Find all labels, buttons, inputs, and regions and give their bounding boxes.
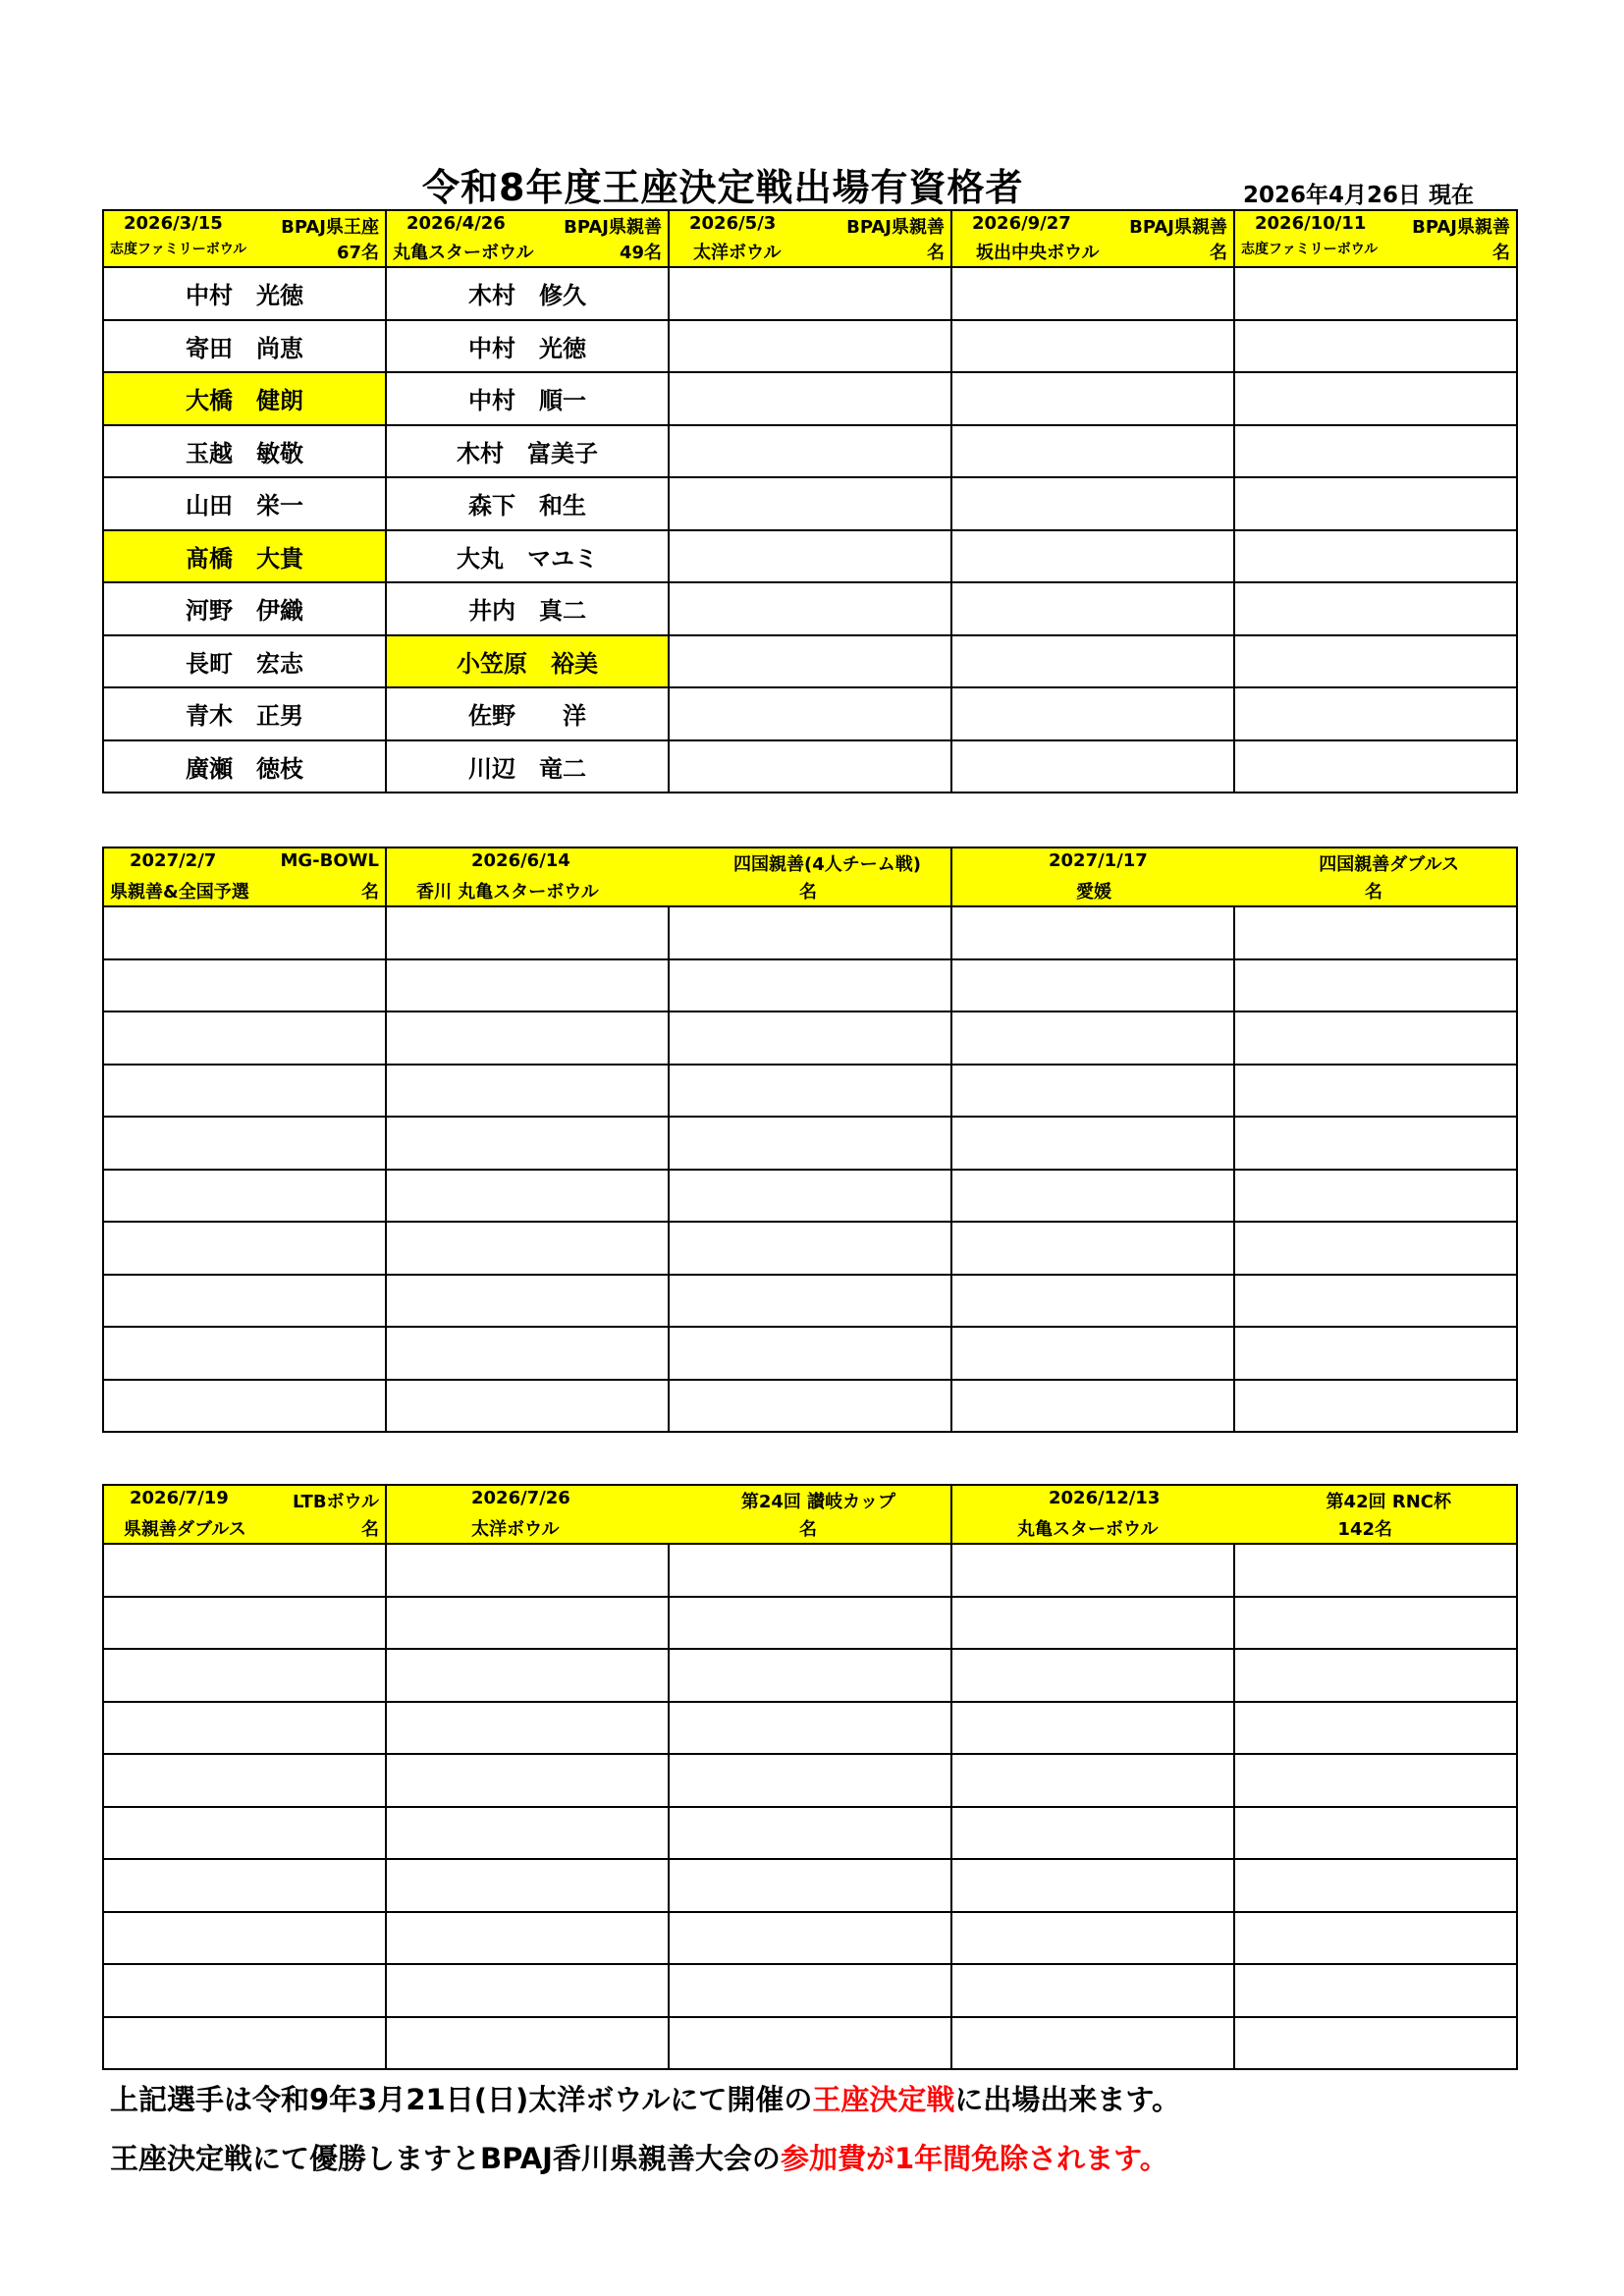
- player-cell: [1234, 372, 1517, 425]
- empty-cell: [386, 1275, 669, 1328]
- t3-h2-event: 第24回 讃岐カップ: [740, 1492, 895, 1512]
- empty-cell: [669, 1327, 951, 1380]
- table-row: [103, 1807, 1517, 1860]
- empty-cell: [951, 1065, 1234, 1118]
- table-row: [103, 530, 1517, 583]
- empty-cell: [951, 2017, 1234, 2070]
- empty-cell: [669, 1964, 951, 2017]
- player-cell: 玉越 敏敬: [103, 425, 386, 478]
- empty-cell: [669, 1807, 951, 1860]
- empty-cell: [103, 906, 386, 959]
- empty-cell: [103, 1544, 386, 1597]
- table-row: [103, 425, 1517, 478]
- empty-cell: [1234, 1170, 1517, 1223]
- empty-cell: [951, 1222, 1234, 1275]
- player-cell: [951, 582, 1234, 635]
- empty-cell: [103, 1597, 386, 1650]
- player-cell: [669, 320, 951, 373]
- empty-cell: [1234, 1807, 1517, 1860]
- t1-h-venue: 志度ファミリーボウル: [110, 242, 247, 257]
- player-cell: [669, 582, 951, 635]
- player-cell: [669, 687, 951, 740]
- empty-cell: [669, 1011, 951, 1065]
- player-cell: [951, 635, 1234, 688]
- empty-cell: [669, 2017, 951, 2070]
- empty-cell: [1234, 1649, 1517, 1702]
- empty-cell: [1234, 1964, 1517, 2017]
- empty-cell: [103, 1912, 386, 1965]
- t1-h-event: BPAJ県親善: [846, 217, 945, 238]
- empty-cell: [103, 1065, 386, 1118]
- footer-1a: 上記選手は令和9年3月21日(日)太洋ボウルにて開催の: [110, 2083, 813, 2116]
- table-row: [103, 320, 1517, 373]
- t3-h2-date: 2026/7/26: [471, 1488, 570, 1508]
- empty-cell: [103, 1964, 386, 2017]
- t1-h-count: 名: [927, 243, 945, 263]
- player-cell: 井内 真二: [386, 582, 669, 635]
- footer-1c: に出場出来ます。: [954, 2083, 1181, 2116]
- player-cell: 木村 富美子: [386, 425, 669, 478]
- table-row: [103, 1222, 1517, 1275]
- t3-h3-event: 第42回 RNC杯: [1326, 1492, 1451, 1512]
- empty-cell: [669, 906, 951, 959]
- empty-cell: [951, 1275, 1234, 1328]
- empty-cell: [951, 1170, 1234, 1223]
- empty-cell: [1234, 1702, 1517, 1755]
- empty-cell: [103, 1170, 386, 1223]
- table-row: [103, 687, 1517, 740]
- empty-cell: [386, 1964, 669, 2017]
- t1-h-venue: 志度ファミリーボウル: [1241, 242, 1379, 257]
- player-cell: [669, 372, 951, 425]
- empty-cell: [951, 1597, 1234, 1650]
- empty-cell: [951, 1649, 1234, 1702]
- footer-2b: 参加費が1年間免除されます。: [780, 2142, 1168, 2175]
- t3-h1-date: 2026/7/19: [130, 1488, 229, 1508]
- empty-cell: [386, 906, 669, 959]
- player-cell: [951, 687, 1234, 740]
- empty-cell: [386, 1754, 669, 1807]
- table-row: [103, 1275, 1517, 1328]
- empty-cell: [669, 1170, 951, 1223]
- player-cell: 佐野 洋: [386, 687, 669, 740]
- table-row: [103, 1065, 1517, 1118]
- table-row: [103, 372, 1517, 425]
- t1-h-venue: 太洋ボウル: [693, 243, 782, 263]
- empty-cell: [951, 1964, 1234, 2017]
- empty-cell: [951, 1380, 1234, 1433]
- empty-cell: [103, 1327, 386, 1380]
- player-cell: [669, 425, 951, 478]
- t3-header-2: [386, 1485, 951, 1544]
- t1-h-date: 2026/4/26: [406, 213, 506, 234]
- player-cell: [951, 530, 1234, 583]
- empty-cell: [1234, 1117, 1517, 1170]
- empty-cell: [386, 1065, 669, 1118]
- empty-cell: [1234, 1859, 1517, 1912]
- empty-cell: [1234, 1011, 1517, 1065]
- empty-cell: [951, 1912, 1234, 1965]
- empty-cell: [951, 1117, 1234, 1170]
- player-cell: [951, 372, 1234, 425]
- empty-cell: [951, 1702, 1234, 1755]
- empty-cell: [386, 1011, 669, 1065]
- t1-h-date: 2026/5/3: [689, 213, 777, 234]
- t3-header-3: [951, 1485, 1517, 1544]
- table-row: [103, 1327, 1517, 1380]
- t1-h-count: 名: [1210, 243, 1227, 263]
- player-cell: [1234, 635, 1517, 688]
- player-cell: 中村 順一: [386, 372, 669, 425]
- empty-cell: [386, 1117, 669, 1170]
- table-row: [103, 582, 1517, 635]
- t1-header-1: [103, 210, 386, 267]
- t3-header-1: [103, 1485, 386, 1544]
- table-row: [103, 1544, 1517, 1597]
- empty-cell: [103, 1859, 386, 1912]
- t3-h3-count: 142名: [1337, 1519, 1392, 1540]
- player-cell: [1234, 477, 1517, 530]
- player-cell: 川辺 竜二: [386, 740, 669, 793]
- t1-h-event: BPAJ県親善: [1129, 217, 1227, 238]
- empty-cell: [669, 1222, 951, 1275]
- player-cell: [1234, 687, 1517, 740]
- t3-h3-venue: 丸亀スターボウル: [1017, 1519, 1159, 1540]
- empty-cell: [386, 1380, 669, 1433]
- player-cell: [1234, 530, 1517, 583]
- empty-cell: [1234, 1544, 1517, 1597]
- page-title: 令和8年度王座決定戦出場有資格者: [422, 166, 1024, 209]
- t1-h-date: 2026/10/11: [1255, 213, 1367, 234]
- t2-header-2: [386, 847, 951, 906]
- t2-h3-date: 2027/1/17: [1049, 850, 1148, 871]
- t3-h2-count: 名: [799, 1519, 817, 1540]
- t1-header-4: [951, 210, 1234, 267]
- empty-cell: [951, 1754, 1234, 1807]
- empty-cell: [386, 1912, 669, 1965]
- player-cell: 髙橋 大貴: [103, 530, 386, 583]
- empty-cell: [669, 1380, 951, 1433]
- empty-cell: [669, 1912, 951, 1965]
- player-cell: [1234, 582, 1517, 635]
- empty-cell: [1234, 906, 1517, 959]
- table-row: [103, 2017, 1517, 2070]
- empty-cell: [386, 2017, 669, 2070]
- player-cell: [669, 477, 951, 530]
- empty-cell: [951, 1327, 1234, 1380]
- table-row: [103, 1117, 1517, 1170]
- empty-cell: [951, 1544, 1234, 1597]
- t1-h-venue: 丸亀スターボウル: [393, 243, 534, 263]
- empty-cell: [386, 1597, 669, 1650]
- t2-h3-count: 名: [1365, 882, 1382, 902]
- empty-cell: [669, 1544, 951, 1597]
- player-cell: 青木 正男: [103, 687, 386, 740]
- t2-h2-event: 四国親善(4人チーム戦): [733, 854, 921, 875]
- player-cell: 長町 宏志: [103, 635, 386, 688]
- player-cell: 大丸 マユミ: [386, 530, 669, 583]
- t3-h1-line2: 県親善ダブルス: [124, 1519, 246, 1540]
- table-row: [103, 1597, 1517, 1650]
- player-cell: [951, 320, 1234, 373]
- t1-header-5: [1234, 210, 1517, 267]
- table-row: [103, 1649, 1517, 1702]
- empty-cell: [103, 1117, 386, 1170]
- empty-cell: [1234, 2017, 1517, 2070]
- empty-cell: [1234, 1597, 1517, 1650]
- footer-2a: 王座決定戦にて優勝しますとBPAJ香川県親善大会の: [110, 2142, 781, 2175]
- empty-cell: [669, 1065, 951, 1118]
- table-row: [103, 1912, 1517, 1965]
- empty-cell: [951, 906, 1234, 959]
- empty-cell: [1234, 1065, 1517, 1118]
- player-cell: 小笠原 裕美: [386, 635, 669, 688]
- empty-cell: [669, 1859, 951, 1912]
- table-row: [103, 906, 1517, 959]
- empty-cell: [103, 2017, 386, 2070]
- empty-cell: [386, 1649, 669, 1702]
- player-cell: [1234, 740, 1517, 793]
- empty-cell: [386, 1807, 669, 1860]
- table-row: [103, 1170, 1517, 1223]
- player-cell: 廣瀬 徳枝: [103, 740, 386, 793]
- player-cell: [1234, 425, 1517, 478]
- player-cell: 森下 和生: [386, 477, 669, 530]
- t1-h-event: BPAJ県王座: [281, 217, 379, 238]
- t1-header-2: [386, 210, 669, 267]
- t1-h-date: 2026/3/15: [124, 213, 223, 234]
- t1-h-venue: 坂出中央ボウル: [976, 243, 1100, 263]
- empty-cell: [669, 1275, 951, 1328]
- empty-cell: [386, 1544, 669, 1597]
- table-row: [103, 1702, 1517, 1755]
- table-row: [103, 267, 1517, 320]
- player-cell: [669, 530, 951, 583]
- empty-cell: [1234, 1754, 1517, 1807]
- empty-cell: [386, 1170, 669, 1223]
- t1-h-count: 67名: [336, 243, 379, 263]
- empty-cell: [669, 1649, 951, 1702]
- t2-h2-count: 名: [799, 882, 817, 902]
- t2-h3-event: 四国親善ダブルス: [1319, 854, 1459, 875]
- player-cell: [669, 740, 951, 793]
- empty-cell: [1234, 1380, 1517, 1433]
- player-cell: [669, 635, 951, 688]
- empty-cell: [669, 1754, 951, 1807]
- empty-cell: [1234, 959, 1517, 1012]
- empty-cell: [103, 1702, 386, 1755]
- empty-cell: [103, 1807, 386, 1860]
- empty-cell: [951, 1859, 1234, 1912]
- empty-cell: [103, 1275, 386, 1328]
- empty-cell: [669, 959, 951, 1012]
- empty-cell: [1234, 1912, 1517, 1965]
- empty-cell: [386, 959, 669, 1012]
- empty-cell: [669, 1702, 951, 1755]
- table-row: [103, 959, 1517, 1012]
- t2-h1-line2: 県親善&全国予選: [110, 882, 249, 902]
- player-cell: [669, 267, 951, 320]
- t1-h-count: 49名: [619, 243, 662, 263]
- footer-note-2: [110, 2137, 1168, 2177]
- player-cell: [951, 425, 1234, 478]
- t3-h3-date: 2026/12/13: [1049, 1488, 1161, 1508]
- t2-h2-venue: 香川 丸亀スターボウル: [416, 882, 599, 902]
- table-row: [103, 1380, 1517, 1433]
- table-row: [103, 740, 1517, 793]
- t3-h1-count: 名: [361, 1519, 379, 1540]
- empty-cell: [951, 1807, 1234, 1860]
- empty-cell: [1234, 1327, 1517, 1380]
- player-cell: 山田 栄一: [103, 477, 386, 530]
- empty-cell: [669, 1117, 951, 1170]
- table-row: [103, 1964, 1517, 2017]
- t1-h-event: BPAJ県親善: [1412, 217, 1510, 238]
- empty-cell: [386, 1327, 669, 1380]
- footer-note-1: [110, 2078, 1180, 2118]
- empty-cell: [103, 959, 386, 1012]
- player-cell: 中村 光徳: [386, 320, 669, 373]
- player-cell: 河野 伊織: [103, 582, 386, 635]
- table-row: [103, 1754, 1517, 1807]
- empty-cell: [103, 1380, 386, 1433]
- empty-cell: [386, 1859, 669, 1912]
- t2-h1-date: 2027/2/7: [130, 850, 217, 871]
- qualifier-table-1: [102, 209, 1518, 793]
- table-row: [103, 1859, 1517, 1912]
- as-of-date: 2026年4月26日 現在: [1243, 183, 1475, 208]
- t2-h2-date: 2026/6/14: [471, 850, 570, 871]
- t1-h-date: 2026/9/27: [972, 213, 1071, 234]
- player-cell: [1234, 267, 1517, 320]
- table-row: [103, 477, 1517, 530]
- player-cell: [951, 477, 1234, 530]
- footer-1b: 王座決定戦: [812, 2083, 955, 2116]
- t1-h-count: 名: [1492, 243, 1510, 263]
- empty-cell: [103, 1011, 386, 1065]
- player-cell: 大橋 健朗: [103, 372, 386, 425]
- player-cell: 中村 光徳: [103, 267, 386, 320]
- t2-h3-venue: 愛媛: [1076, 882, 1111, 902]
- t2-h1-count: 名: [361, 882, 379, 902]
- empty-cell: [386, 1702, 669, 1755]
- empty-cell: [103, 1754, 386, 1807]
- t2-header-1: [103, 847, 386, 906]
- player-cell: [1234, 320, 1517, 373]
- empty-cell: [951, 1011, 1234, 1065]
- empty-cell: [386, 1222, 669, 1275]
- player-cell: 木村 修久: [386, 267, 669, 320]
- table-row: [103, 1011, 1517, 1065]
- t3-h1-event: LTBボウル: [293, 1492, 379, 1512]
- t1-h-event: BPAJ県親善: [564, 217, 662, 238]
- player-cell: [951, 267, 1234, 320]
- empty-cell: [103, 1222, 386, 1275]
- table-row: [103, 635, 1517, 688]
- empty-cell: [1234, 1275, 1517, 1328]
- player-cell: 寄田 尚恵: [103, 320, 386, 373]
- empty-cell: [1234, 1222, 1517, 1275]
- empty-cell: [951, 959, 1234, 1012]
- t2-h1-event: MG-BOWL: [280, 850, 379, 871]
- t2-header-3: [951, 847, 1517, 906]
- empty-cell: [669, 1597, 951, 1650]
- player-cell: [951, 740, 1234, 793]
- t3-h2-venue: 太洋ボウル: [471, 1519, 560, 1540]
- qualifier-table-2: [102, 847, 1518, 1433]
- empty-cell: [103, 1649, 386, 1702]
- qualifier-table-3: [102, 1484, 1518, 2070]
- t1-header-3: [669, 210, 951, 267]
